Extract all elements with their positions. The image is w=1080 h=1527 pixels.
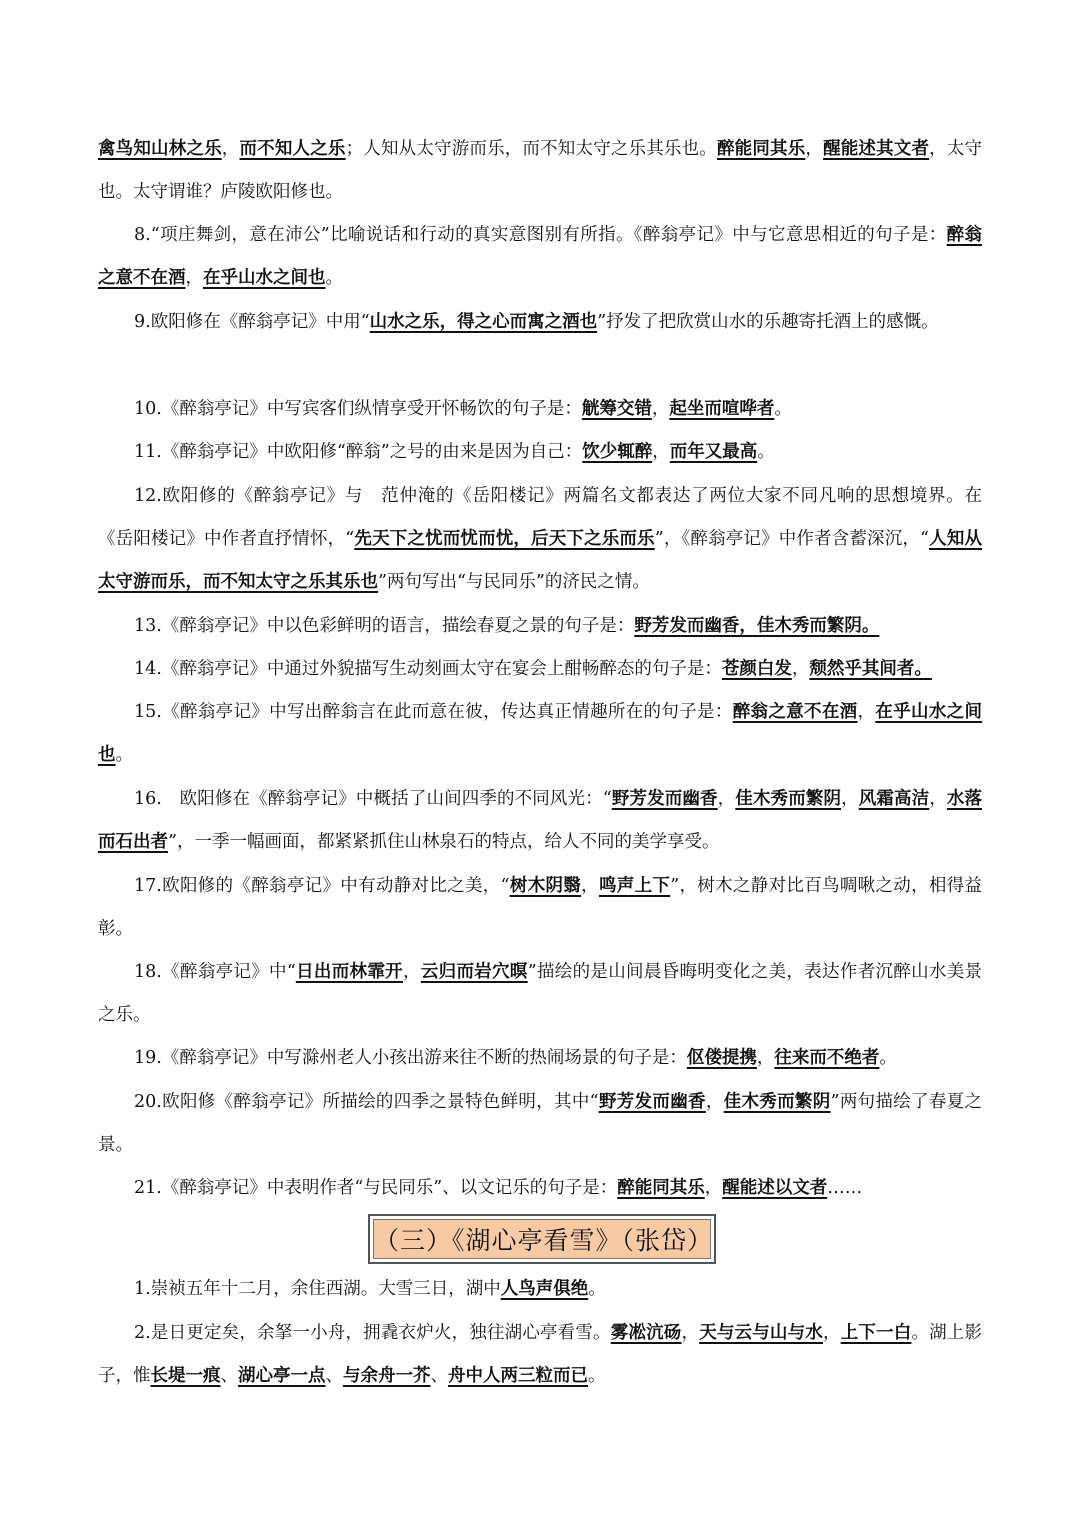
key-phrase: 醒能述以文者	[722, 1178, 828, 1198]
text-run: 17.欧阳修的《醉翁亭记》中有动静对比之美，“	[134, 876, 510, 896]
text-run: ，	[857, 702, 876, 722]
key-phrase: 舟中人两三粒而已	[448, 1366, 588, 1386]
key-phrase: 长堤一痕	[150, 1366, 221, 1386]
key-phrase: 醒能述其文者	[823, 139, 930, 159]
text-run: ”，树木之静对比百鸟啁啾之动，相得益彰。	[98, 876, 983, 939]
text-run: ”抒发了把欣赏山水的乐趣寄托酒上的感慨。	[597, 312, 939, 332]
paragraph-item-20	[98, 1081, 982, 1167]
key-phrase: 醉能同其乐	[716, 139, 806, 159]
paragraph-item-18	[98, 951, 982, 1037]
text-run: 20.欧阳修《醉翁亭记》所描绘的四季之景特色鲜明，其中“	[134, 1092, 599, 1112]
key-phrase: 禽鸟知山林之乐	[98, 139, 222, 159]
text-run: ；人知从太守游而乐，而不知太守之乐其乐也。	[345, 139, 717, 159]
key-phrase: 野芳发而幽香，佳木秀而繁阴。	[634, 616, 880, 636]
paragraph-item-13	[98, 605, 982, 648]
text-run: 。	[879, 1048, 897, 1068]
text-run: ，太守也。太守谓谁？庐陵欧阳修也。	[98, 139, 983, 202]
text-run: 。	[774, 399, 792, 419]
section-title: （三）《湖心亭看雪》（张岱）	[373, 1219, 711, 1259]
key-phrase: 而不知人之乐	[239, 139, 346, 159]
key-phrase: 与余舟一芥	[343, 1366, 431, 1386]
key-phrase: 佳木秀而繁阴	[735, 789, 842, 809]
text-run: 18.《醉翁亭记》中“	[134, 962, 296, 982]
text-run: ，	[581, 876, 599, 896]
text-run: ，	[221, 139, 240, 159]
paragraph-hxt-item-1	[98, 1268, 982, 1311]
paragraph-item-12	[98, 475, 982, 604]
text-run: 15.《醉翁亭记》中写出醉翁言在此而意在彼，传达真正情趣所在的句子是：	[134, 702, 733, 722]
paragraph-item-9	[98, 301, 982, 344]
paragraph-hxt-item-2	[98, 1312, 982, 1398]
paragraph-item-11	[98, 431, 982, 474]
key-phrase: 人知从太守游而乐，而不知太守之乐其乐也	[98, 529, 982, 592]
text-run: ，	[717, 789, 736, 809]
text-run: 2.是日更定矣，余拏一小舟，拥毳衣炉火，独往湖心亭看雪。	[134, 1323, 611, 1343]
key-phrase: 在乎山水之间也	[98, 702, 983, 765]
text-run: 、	[325, 1366, 343, 1386]
key-phrase: 树木阴翳	[509, 876, 582, 896]
text-run: ，	[756, 1048, 775, 1068]
key-phrase: 醉翁之意不在酒	[732, 702, 858, 722]
paragraph-item-14	[98, 648, 982, 691]
key-phrase: 醉翁之意不在酒	[98, 225, 983, 288]
text-run: ，	[705, 1092, 724, 1112]
key-phrase: 山水之乐，得之心而寓之酒也	[369, 312, 598, 332]
text-run: ，	[681, 1323, 700, 1343]
text-run: ……	[827, 1178, 863, 1198]
text-run: ，	[403, 962, 421, 982]
key-phrase: 人鸟声俱绝	[500, 1279, 589, 1299]
key-phrase: 颓然乎其间者。	[809, 659, 932, 679]
paragraph-item-16	[98, 778, 982, 864]
key-phrase: 伛偻提携	[686, 1048, 757, 1068]
text-run: ，	[791, 659, 810, 679]
paragraph-item-21	[98, 1167, 982, 1210]
section-title-box	[368, 1214, 716, 1264]
key-phrase: 野芳发而幽香	[598, 1092, 706, 1112]
key-phrase: 苍颜白发	[721, 659, 792, 679]
text-run: ，	[929, 789, 947, 809]
key-phrase: 野芳发而幽香	[611, 789, 718, 809]
key-phrase: 风霜高洁	[858, 789, 930, 809]
text-run: ”描绘的是山间晨昏晦明变化之美，表达作者沉醉山水美景之乐。	[98, 962, 983, 1025]
text-run: 19.《醉翁亭记》中写滁州老人小孩出游来往不断的热闹场景的句子是：	[134, 1048, 687, 1068]
key-phrase: 天与云与山与水	[699, 1323, 823, 1343]
text-run: 。	[325, 268, 343, 288]
text-run: 10.《醉翁亭记》中写宾客们纵情享受开怀畅饮的句子是：	[134, 399, 582, 419]
text-run: ”两句写出“与民同乐”的济民之情。	[378, 572, 650, 592]
text-run: 1.崇祯五年十二月，余住西湖。大雪三日，湖中	[134, 1279, 501, 1299]
paragraph-item-15	[98, 691, 982, 777]
text-run: ，	[805, 139, 824, 159]
key-phrase: 而年又最高	[669, 442, 758, 462]
key-phrase: 往来而不绝者	[774, 1048, 880, 1068]
text-run: 11.《醉翁亭记》中欧阳修“醉翁”之号的由来是因为自己：	[134, 442, 583, 462]
text-run: 12.欧阳修的《醉翁亭记》与 范仲淹的《岳阳楼记》两篇名文都表达了两位大家不同凡响的思想境界。在《岳阳楼记》中作者直抒情怀，“	[98, 486, 982, 549]
key-phrase: 水落而石出者	[98, 789, 983, 852]
text-run: 。湖上影子，惟	[98, 1323, 982, 1386]
text-run: 。	[115, 745, 133, 765]
text-run: ，	[185, 268, 203, 288]
text-run: ”，一季一幅画面，都紧紧抓住山林泉石的特点，给人不同的美学享受。	[168, 832, 720, 852]
text-run: ，	[841, 789, 859, 809]
text-run: ”，《醉翁亭记》中作者含蓄深沉，“	[654, 529, 929, 549]
text-run: 16. 欧阳修在《醉翁亭记》中概括了山间四季的不同风光：“	[134, 789, 612, 809]
text-run: 。	[757, 442, 775, 462]
paragraph-item-19	[98, 1037, 982, 1080]
text-run: 9.欧阳修在《醉翁亭记》中用“	[134, 312, 370, 332]
text-run: 14.《醉翁亭记》中通过外貌描写生动刻画太守在宴会上酣畅醉态的句子是：	[134, 659, 722, 679]
text-run: 。	[588, 1366, 606, 1386]
key-phrase: 饮少辄醉	[582, 442, 653, 462]
text-run: 8.“项庄舞剑，意在沛公”比喻说话和行动的真实意图别有所指。《醉翁亭记》中与它意思相近的句子是：	[134, 225, 947, 245]
paragraph-continuation	[98, 128, 982, 214]
text-run: ，	[652, 442, 670, 462]
text-run: ，	[823, 1323, 841, 1343]
text-run: ，	[704, 1178, 723, 1198]
key-phrase: 起坐而喧哗者	[669, 399, 775, 419]
paragraph-item-10	[98, 388, 982, 431]
key-phrase: 鸣声上下	[598, 876, 671, 896]
paragraph-item-8	[98, 214, 982, 300]
text-run: ，	[651, 399, 670, 419]
key-phrase: 佳木秀而繁阴	[723, 1092, 831, 1112]
text-run: 21.《醉翁亭记》中表明作者“与民同乐”、以文记乐的句子是：	[134, 1178, 618, 1198]
key-phrase: 醉能同其乐	[617, 1178, 705, 1198]
text-run: 。	[588, 1279, 606, 1299]
text-run: 、	[220, 1366, 238, 1386]
paragraph-item-17	[98, 865, 982, 951]
key-phrase: 云归而岩穴暝	[420, 962, 528, 982]
key-phrase: 先天下之忧而忧而忧，后天下之乐而乐	[354, 529, 655, 549]
key-phrase: 觥筹交错	[581, 399, 652, 419]
key-phrase: 上下一白	[840, 1323, 912, 1343]
key-phrase: 在乎山水之间也	[203, 268, 326, 288]
key-phrase: 湖心亭一点	[238, 1366, 326, 1386]
text-run: 、	[430, 1366, 448, 1386]
key-phrase: 雾凇沆砀	[610, 1323, 682, 1343]
text-run: 13.《醉翁亭记》中以色彩鲜明的语言，描绘春夏之景的句子是：	[134, 616, 635, 636]
text-run: ”两句描绘了春夏之景。	[98, 1092, 983, 1155]
key-phrase: 日出而林霏开	[295, 962, 403, 982]
